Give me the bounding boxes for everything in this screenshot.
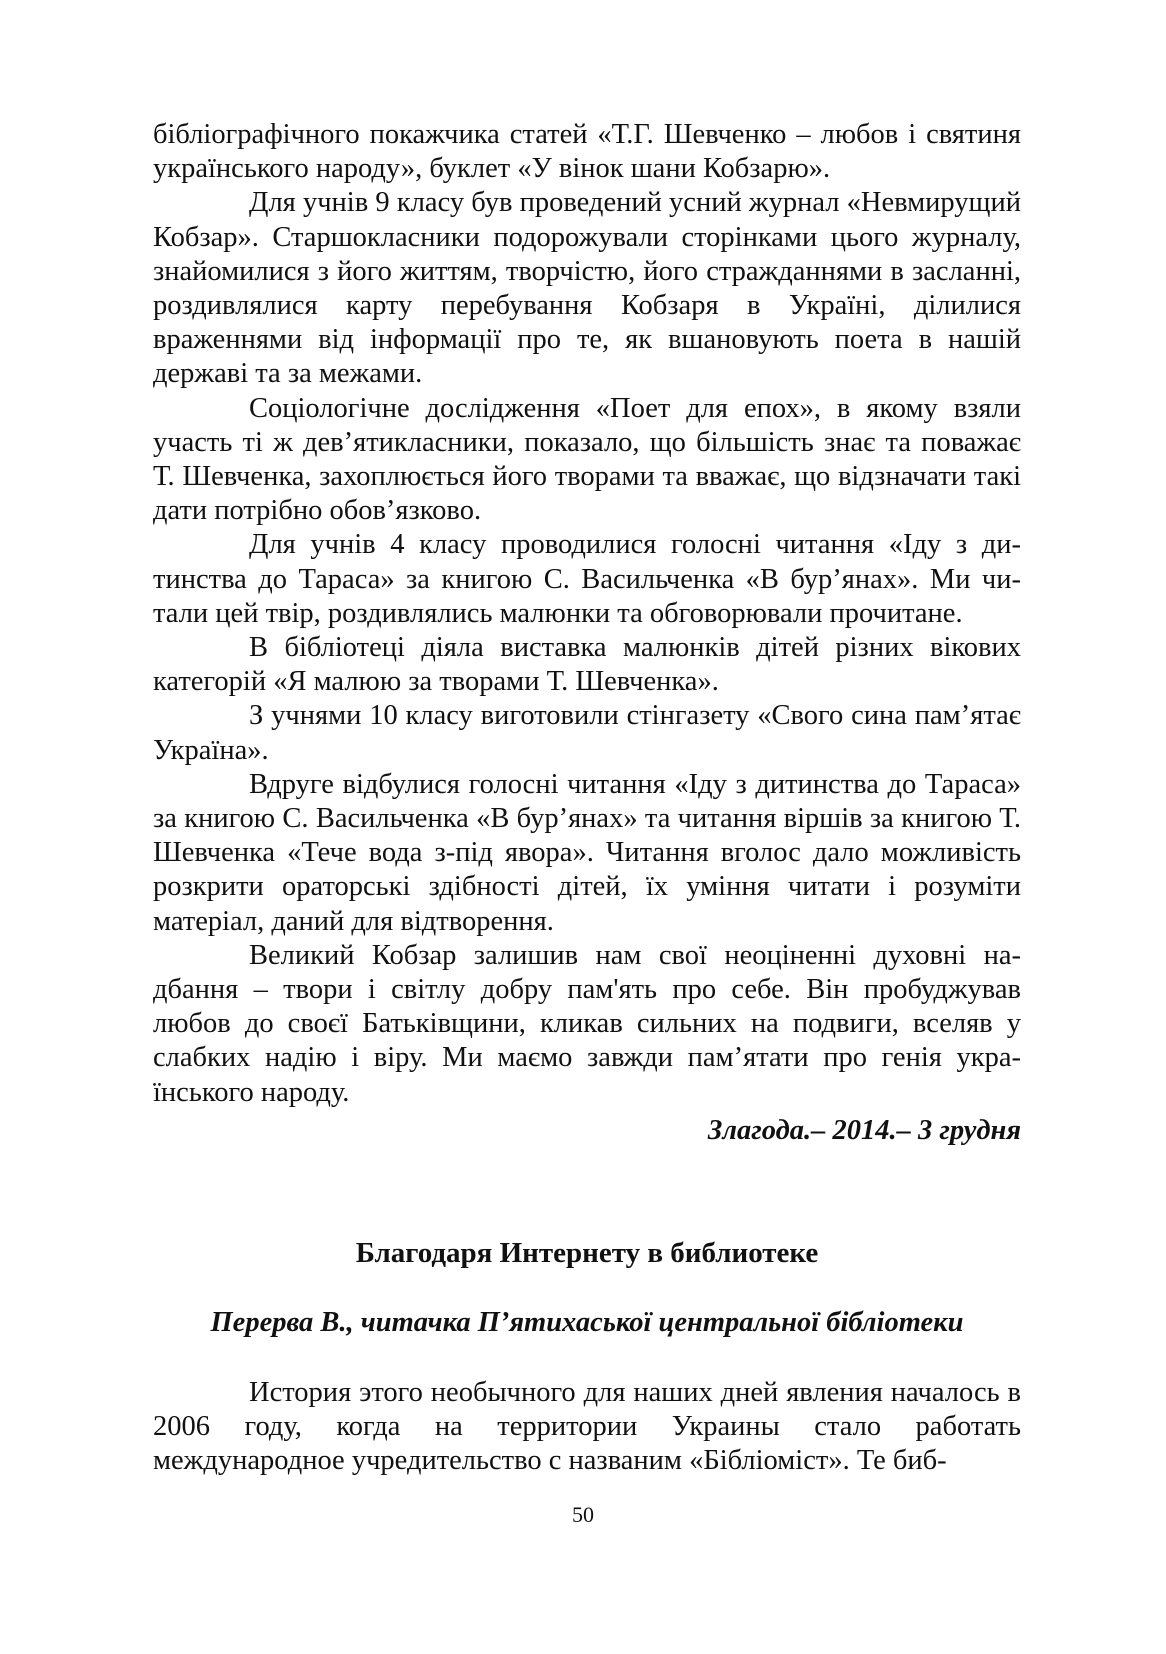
paragraph-6: З учнями 10 класу виготовили стінгазету «Свого сина пам’ятає Україна». xyxy=(153,700,1021,766)
paragraph-next-1: История этого необычного для наших дней явления началось в 2006 году, когда на территории Украины стало работать международное учредительство с названим «Бібліоміст». Те биб- xyxy=(153,1376,1021,1477)
article-source: Злагода.– 2014.– 3 грудня xyxy=(707,1114,1021,1146)
paragraph-5: В бібліотеці діяла виставка малюнків дітей різних вікових категорій «Я малюю за творами Т. Шевченка». xyxy=(153,632,1021,698)
paragraph-7: Вдруге відбулися голосні читання «Іду з дитинства до Тараса» за книгою С. Васильченка «В бур’янах» та читання віршів за книгою Т. Шевченка «Тече вода з-під явора». Читання вголос дало можливість розкрити ораторські здібності дітей, їх уміння читати і розуміти матеріал, даний для відтворення. xyxy=(153,768,1021,937)
paragraph-4: Для учнів 4 класу проводилися голосні читання «Іду з дитинства до Тараса» за книгою С. Васильченка «В бур’янах». Ми читали цей твір, роздивлялись малюнки та обговорювали прочитане. xyxy=(153,529,1021,629)
document-page xyxy=(153,118,1021,1479)
article-title: Благодаря Интернету в библиотеке xyxy=(355,1236,819,1269)
article-author: Перерва В., читачка П’ятихаської центральної бібліотеки xyxy=(210,1306,964,1338)
page-number: 50 xyxy=(572,1502,594,1527)
paragraph-2: Для учнів 9 класу був проведений усний журнал «Невмирущий Кобзар». Старшокласники подорожували сторінками цього журналу, знайомилися з його життям, творчістю, його стражданнями в засланні, роздивлялися карту перебування Кобзаря в Україні, ділилися враженнями від інформації про те, як вшановують поета в нашій державі та за межами. xyxy=(153,187,1021,390)
paragraph-3: Соціологічне дослідження «Поет для епох», в якому взяли участь ті ж дев’ятикласники, показало, що більшість знає та поважає Т. Шевченка, захоплюється його творами та вважає, що відзначати такі дати потрібно обов’язково. xyxy=(153,392,1021,527)
paragraph-8: Великий Кобзар залишив нам свої неоціненні духовні надбання – твори і світлу добру пам'ять про себе. Він пробуджував любов до своєї Батьківщини, кликав сильних на подвиги, вселяв у слабких надію і віру. Ми маємо завжди пам’ятати про генія українського народу. xyxy=(153,939,1021,1108)
paragraph-1: бібліографічного покажчика статей «Т.Г. Шевченко – любов і святиня українського народу», буклет «У вінок шани Кобзарю». xyxy=(153,119,1021,185)
